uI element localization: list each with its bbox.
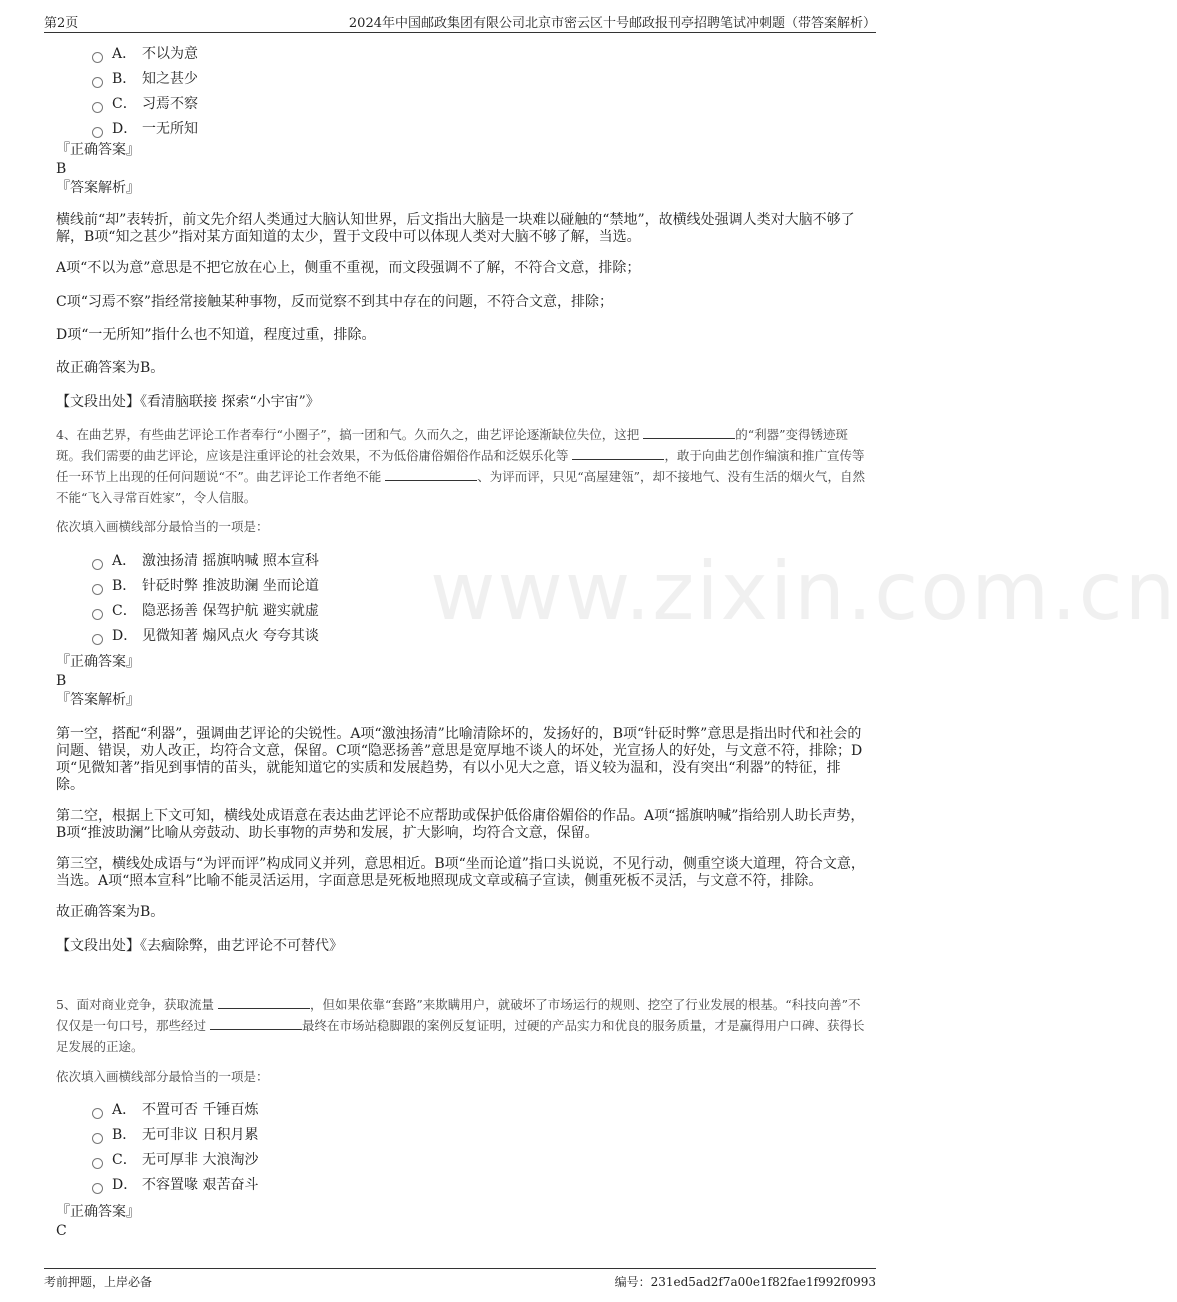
radio-icon[interactable] [92,77,103,88]
q4-options [92,549,319,649]
analysis-paragraph: 第一空，搭配“利器”，强调曲艺评论的尖锐性。A项“激浊扬清”比喻清除坏的，发扬好的，B项“针砭时弊”意思是指出时代和社会的问题、错误，劝人改正，均符合文意，保留。C项“隐恶扬善”意思是宽厚地不谈人的坏处，光宣扬人的好处，与文意不符，排除；D项“见微知著”指见到事情的苗头，就能知道它的实质和发展趋势，有以小见大之意，语义较为温和，没有突出“利器”的特征，排除。 [56,726,863,793]
analysis-paragraph: 第三空，横线处成语与“为评而评”构成同义并列，意思相近。B项“坐而论道”指口头说说，不见行动，侧重空谈大道理，符合文意，当选。A项“照本宣科”比喻不能灵活运用，字面意思是死板地照现成文章或稿子宣读，侧重死板不灵活，与文意不符，排除。 [56,856,865,889]
radio-icon[interactable] [92,634,103,645]
q4-answer-block [56,654,866,711]
answer-value: C [56,1223,67,1239]
document-title: 2024年中国邮政集团有限公司北京市密云区十号邮政报刊亭招聘笔试冲刺题（带答案解析） [348,16,876,31]
fill-blank [218,996,310,1009]
option-a[interactable]: A． 激浊扬清 摇旗呐喊 照本宣科 [92,549,319,574]
option-a[interactable]: A． 不置可否 千锤百炼 [92,1098,258,1123]
radio-icon[interactable] [92,559,103,570]
radio-icon[interactable] [92,609,103,620]
page-footer [44,1268,876,1293]
option-a[interactable]: A． 不以为意 [92,42,198,67]
source-citation: 【文段出处】《看清脑联接 探索“小宇宙”》 [56,394,320,410]
q5-stem: 5、面对商业竞争，获取流量 ，但如果依靠“套路”来欺瞒用户，就破坏了市场运行的规则、挖空了行业发展的根基。“科技向善”不仅仅是一句口号，那些经过 最终在市场站稳脚跟的案例反复证明，过硬的产品实力和优良的服务质量，才是赢得用户口碑、获得长足发展的正途。 [56,997,865,1054]
option-c[interactable]: C． 隐恶扬善 保驾护航 避实就虚 [92,599,319,624]
radio-icon[interactable] [92,1108,103,1119]
answer-value: B [56,673,67,689]
q5-prompt: 依次填入画横线部分最恰当的一项是： [56,1069,269,1084]
analysis-paragraph: D项“一无所知”指什么也不知道，程度过重，排除。 [56,327,376,343]
q4-prompt: 依次填入画横线部分最恰当的一项是： [56,519,269,534]
analysis-paragraph: 故正确答案为B。 [56,360,165,376]
q3-answer-block [56,142,866,199]
radio-icon[interactable] [92,1133,103,1144]
fill-blank [572,447,664,460]
analysis-paragraph: C项“习焉不察”指经常接触某种事物，反而觉察不到其中存在的问题，不符合文意，排除； [56,294,614,310]
watermark: www.zixin.com.cn [430,545,1177,638]
analysis-paragraph: A项“不以为意”意思是不把它放在心上，侧重不重视，而文段强调不了解，不符合文意，排除； [56,260,641,276]
source-citation: 【文段出处】《去痼除弊，曲艺评论不可替代》 [56,938,343,954]
option-b[interactable]: B． 无可非议 日积月累 [92,1123,258,1148]
q5-answer-block [56,1204,866,1242]
answer-label: 『正确答案』 [56,142,140,158]
analysis-label: 『答案解析』 [56,692,140,708]
radio-icon[interactable] [92,52,103,63]
radio-icon[interactable] [92,584,103,595]
fill-blank [210,1017,302,1030]
option-d[interactable]: D． 见微知著 煽风点火 夸夸其谈 [92,624,319,649]
q3-options [92,42,198,142]
option-c[interactable]: C． 习焉不察 [92,92,198,117]
option-b[interactable]: B． 针砭时弊 推波助澜 坐而论道 [92,574,319,599]
answer-value: B [56,161,67,177]
analysis-paragraph: 故正确答案为B。 [56,904,165,920]
analysis-paragraph: 横线前“却”表转折，前文先介绍人类通过大脑认知世界，后文指出大脑是一块难以碰触的“禁地”，故横线处强调人类对大脑不够了解，B项“知之甚少”指对某方面知道的太少，置于文段中可以体现人类对大脑不够了解，当选。 [56,212,855,245]
radio-icon[interactable] [92,102,103,113]
analysis-label: 『答案解析』 [56,180,140,196]
document-id: 编号：231ed5ad2f7a00e1f82fae1f992f0993 [614,1275,876,1289]
page-header [44,10,876,33]
q5-options [92,1098,258,1198]
footer-slogan: 考前押题，上岸必备 [44,1275,153,1289]
option-d[interactable]: D． 不容置喙 艰苦奋斗 [92,1173,258,1198]
radio-icon[interactable] [92,1183,103,1194]
radio-icon[interactable] [92,1158,103,1169]
q4-stem: 4、在曲艺界，有些曲艺评论工作者奉行“小圈子”，搞一团和气。久而久之，曲艺评论逐渐缺位失位，这把 的“利器”变得锈迹斑斑。我们需要的曲艺评论，应该是注重评论的社会效果，不为低俗庸俗媚俗作品和泛娱乐化等 ，敢于向曲艺创作编演和推广宣传等任一环节上出现的任何问题说“不”。曲艺评论工作者绝不能 、为评而评，只见“高屋建瓴”，却不接地气、没有生活的烟火气，自然不能“飞入寻常百姓家”，令人信服。 [56,427,866,505]
fill-blank [643,426,735,439]
answer-label: 『正确答案』 [56,1204,140,1220]
radio-icon[interactable] [92,127,103,138]
option-b[interactable]: B． 知之甚少 [92,67,198,92]
option-d[interactable]: D． 一无所知 [92,117,198,142]
analysis-paragraph: 第二空，根据上下文可知，横线处成语意在表达曲艺评论不应帮助或保护低俗庸俗媚俗的作品。A项“摇旗呐喊”指给别人助长声势，B项“推波助澜”比喻从旁鼓动、助长事物的声势和发展，扩大影响，均符合文意，保留。 [56,808,865,841]
q4-analysis [56,726,866,955]
option-c[interactable]: C． 无可厚非 大浪淘沙 [92,1148,258,1173]
answer-label: 『正确答案』 [56,654,140,670]
fill-blank [385,468,477,481]
page-number: 第2页 [44,16,79,31]
q3-analysis [56,212,866,411]
